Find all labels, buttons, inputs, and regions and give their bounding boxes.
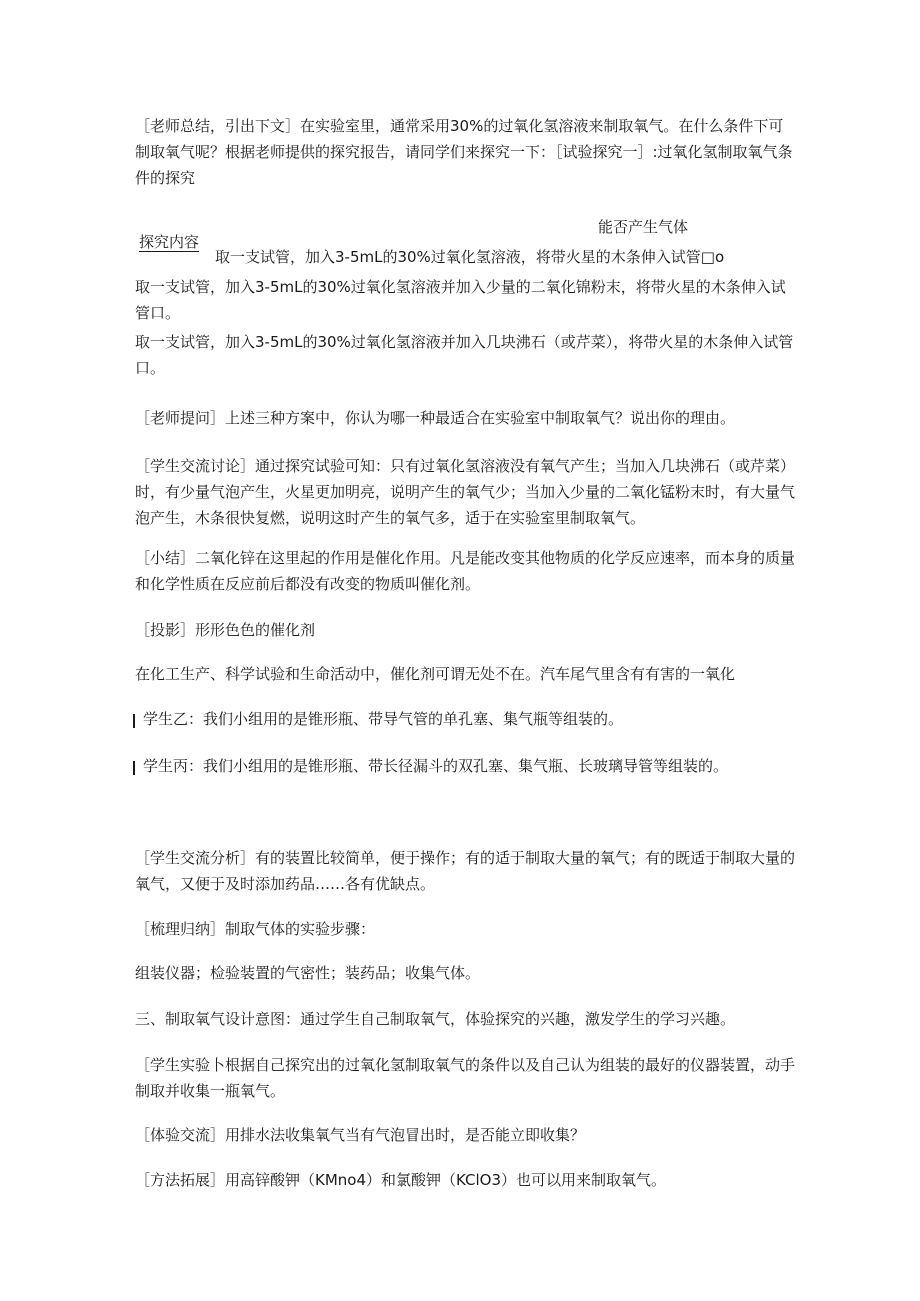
intro-paragraph: ［老师总结，引出下文］在实验室里，通常采用30%的过氧化氢溶液来制取氧气。在什么条件下可制取氧气呢？根据老师提供的探究报告，请同学们来探究一下：［试验探究一］:过氧化氢制取氧气条件的探究 [135,117,793,187]
method-extension: ［方法拓展］用高锌酸钾（KMno4）和氯酸钾（KClO3）也可以用来制取氧气。 [135,1171,667,1189]
teacher-question: ［老师提问］上述三种方案中，你认为哪一种最适合在实验室中制取氧气？说出你的理由。 [135,409,736,427]
experiment-row-1: 取一支试管，加入3-5mL的30%过氧化氢溶液，将带火星的木条伸入试管□o [215,248,725,266]
steps-paragraph: 组装仪器；检验装置的气密性；装药品；收集气体。 [135,964,481,982]
sort-summary: ［梳理归纳］制取气体的实验步骤： [135,920,376,938]
student-experiment: ［学生实验卜根据自己探究出的过氧化氢制取氧气的条件以及自己认为组装的最好的仪器装置，动手制取并收集一瓶氧气。 [135,1056,796,1100]
experiment-row-2: 取一支试管，加入3-5mL的30%过氧化氢溶液并加入少量的二氧化锦粉末，将带火星的木条伸入试管口。 [135,278,786,322]
student-discussion: ［学生交流讨论］通过探究试验可知：只有过氧化氢溶液没有氧气产生；当加入几块沸石（或芹菜）时，有少量气泡产生，火星更加明亮，说明产生的氧气少；当加入少量的二氧化锰粉末时，有大量气泡产生，木条很快复燃，说明这时产生的氧气多，适于在实验室里制取氧气。 [135,457,796,527]
student-b-line: 学生乙：我们小组用的是锥形瓶、带导气管的单孔塞、集气瓶等组装的。 [143,710,624,728]
student-analysis: ［学生交流分析］有的装置比较简单，便于操作；有的适于制取大量的氧气；有的既适于制取大量的氧气，又便于及时添加药品……各有优缺点。 [135,849,796,893]
summary-paragraph: ［小结］二氧化锌在这里起的作用是催化作用。凡是能改变其他物质的化学反应速率，而本身的质量和化学性质在反应前后都没有改变的物质叫催化剂。 [135,549,796,593]
experiment-row-3: 取一支试管，加入3-5mL的30%过氧化氢溶液并加入几块沸石（或芹菜），将带火星的木条伸入试管口。 [135,333,794,377]
table-header-content: 探究内容 [139,233,200,251]
industry-paragraph: 在化工生产、科学试验和生命活动中，催化剂可谓无处不在。汽车尾气里含有有害的一氧化 [135,665,736,683]
student-c-line: 学生丙：我们小组用的是锥形瓶、带长径漏斗的双孔塞、集气瓶、长玻璃导管等组装的。 [143,757,729,775]
margin-bar [133,714,135,728]
experience-exchange: ［体验交流］用排水法收集氧气当有气泡冒出时，是否能立即收集？ [135,1126,586,1144]
section-three-heading: 三、制取氧气设计意图：通过学生自己制取氧气，体验探究的兴趣，激发学生的学习兴趣。 [135,1010,736,1028]
margin-bar [133,761,135,775]
projection-paragraph: ［投影］形形色色的催化剂 [135,621,316,639]
table-header-gas: 能否产生气体 [598,218,689,236]
